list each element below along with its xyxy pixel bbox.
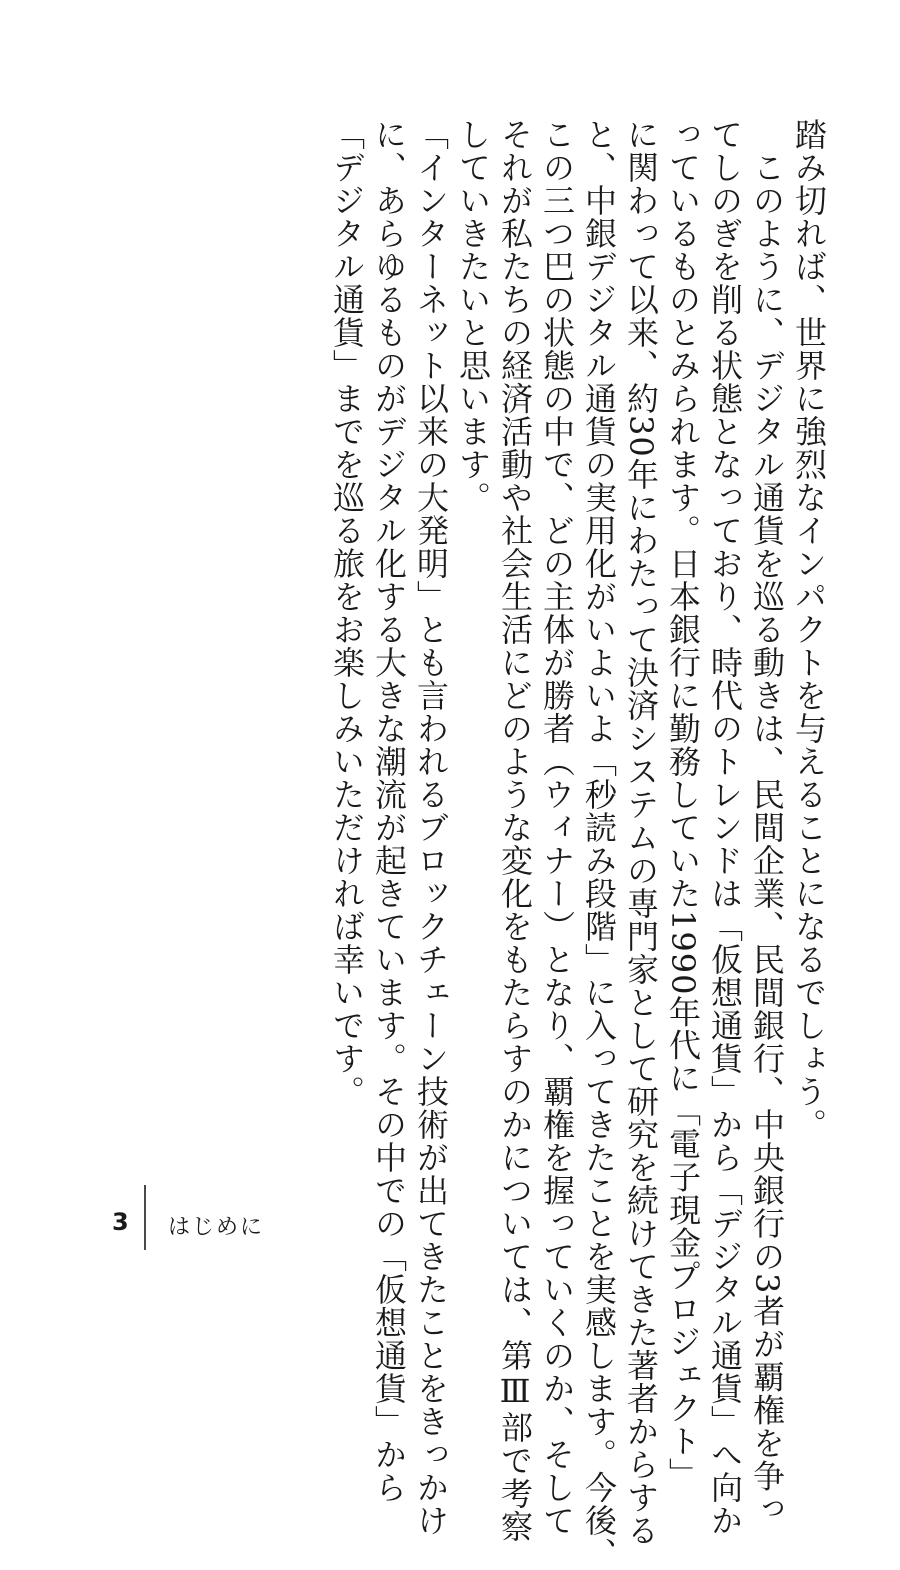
text-line-5: に関わって以来、約30年にわたって決済システムの専門家として研究を続けてきた著者からする (622, 118, 660, 1547)
text-line-2: このように、デジタル通貨を巡る動きは、民間企業、民間銀行、中央銀行の3者が覇権を争っ (748, 118, 786, 1526)
text-line-7: この三つ巴の状態の中で、どの主体が勝者（ウィナー）となり、覇権を握っていくのか、そして (538, 118, 576, 1537)
text-line-6: と、中銀デジタル通貨の実用化がいよいよ「秒読み段階」に入ってきたことを実感します。今後、 (580, 118, 618, 1570)
text-line-3: てしのぎを削る状態となっており、時代のトレンドは「仮想通貨」から「デジタル通貨」へ向か (706, 118, 744, 1537)
text-line-10: 「インターネット以来の大発明」とも言われるブロックチェーン技術が出てきたことをきっかけ (412, 118, 450, 1537)
body-text (326, 118, 830, 1570)
text-line-12: 「デジタル通貨」までを巡る旅をお楽しみいただければ幸いです。 (328, 118, 366, 1108)
footer-divider (144, 1185, 146, 1250)
page-number: 3 (112, 1208, 129, 1236)
text-line-9: していきたいと思います。 (454, 118, 492, 514)
text-line-8: それが私たちの経済活動や社会生活にどのような変化をもたらすのかについては、第Ⅲ部で考察 (496, 118, 534, 1543)
text-line-11: に、あらゆるものがデジタル化する大きな潮流が起きています。その中での「仮想通貨」から (370, 118, 408, 1504)
text-line-4: っているものとみられます。日本銀行に勤務していた1990年代に「電子現金プロジェクト」 (664, 118, 702, 1491)
text-line-1: 踏み切れば、世界に強烈なインパクトを与えることになるでしょう。 (790, 118, 828, 1141)
running-title: はじめに (168, 1215, 265, 1240)
